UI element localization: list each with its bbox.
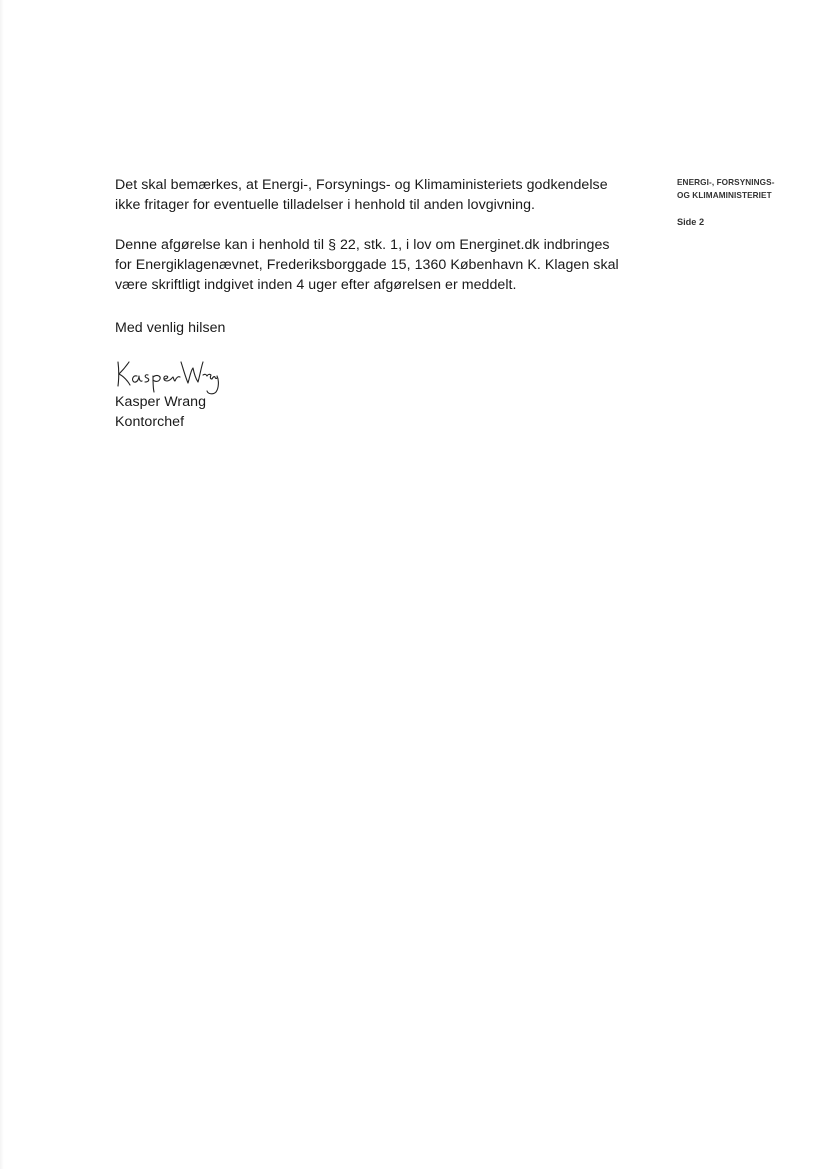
paragraph-appeal-info — [115, 235, 650, 295]
signatory-block — [115, 392, 650, 432]
scan-edge — [0, 0, 4, 1169]
paragraph-line: være skriftligt indgivet inden 4 uger efter afgørelsen er meddelt. — [115, 277, 517, 293]
ministry-name-line: ENERGI-, FORSYNINGS- — [677, 178, 775, 187]
paragraph-line: for Energiklagenævnet, Frederiksborggade 15, 1360 København K. Klagen skal — [115, 257, 619, 273]
closing-text: Med venlig hilsen — [115, 320, 226, 336]
signatory-name: Kasper Wrang — [115, 394, 207, 410]
handwritten-signature — [113, 350, 223, 396]
paragraph-approval-note — [115, 175, 650, 215]
ministry-name-line: OG KLIMAMINISTERIET — [677, 191, 772, 200]
closing — [115, 318, 650, 338]
paragraph-line: ikke fritager for eventuelle tilladelser i henhold til anden lovgivning. — [115, 197, 536, 213]
signatory-title: Kontorchef — [115, 414, 185, 430]
ministry-name — [677, 176, 817, 202]
page-number: Side 2 — [677, 217, 705, 227]
sidebar-header — [677, 176, 817, 227]
paragraph-line: Det skal bemærkes, at Energi-, Forsynings- og Klimaministeriets godkendelse — [115, 177, 608, 193]
paragraph-line: Denne afgørelse kan i henhold til § 22, stk. 1, i lov om Energinet.dk indbringes — [115, 237, 610, 253]
